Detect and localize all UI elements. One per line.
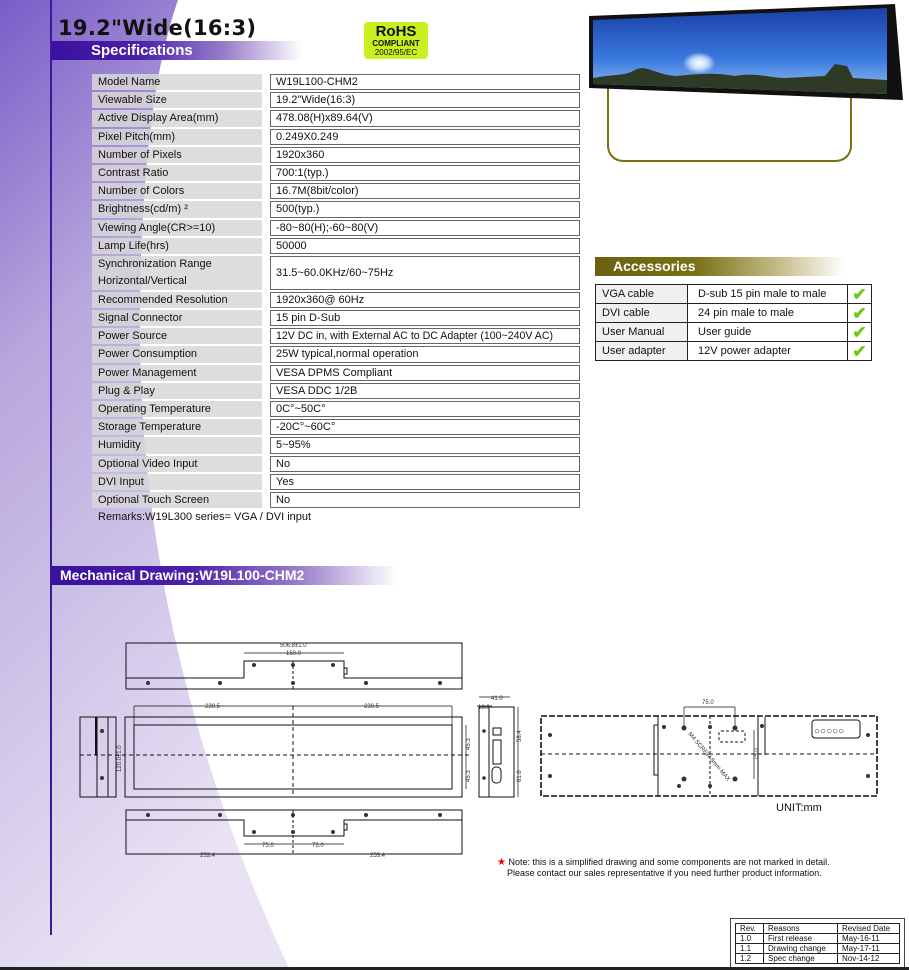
spec-value: 31.5~60.0KHz/60~75Hz xyxy=(270,256,580,290)
spec-label: Pixel Pitch(mm) xyxy=(92,129,262,145)
spec-label: Lamp Life(hrs) xyxy=(92,238,262,254)
accessory-name: User adapter xyxy=(596,342,688,361)
revision-number: 1.2 xyxy=(736,954,764,964)
spec-label: Viewing Angle(CR>=10) xyxy=(92,220,262,236)
spec-label: DVI Input xyxy=(92,474,262,490)
accessory-row xyxy=(596,342,872,361)
spec-value: 1920x360 xyxy=(270,147,580,163)
spec-label: Brightness(cd/m) ² xyxy=(92,201,262,217)
spec-value: 0.249X0.249 xyxy=(270,129,580,145)
rohs-directive: 2002/95/EC xyxy=(374,48,418,57)
dim-height: 120.0±1.0 xyxy=(117,745,123,772)
revision-header: Reasons xyxy=(764,924,838,934)
revision-date: May-16-11 xyxy=(838,934,900,944)
spec-label: Model Name xyxy=(92,74,262,90)
spec-label: Signal Connector xyxy=(92,310,262,326)
accessories-table xyxy=(595,284,872,361)
revision-reason: Spec change xyxy=(764,954,838,964)
spec-value: 25W typical,normal operation xyxy=(270,346,580,362)
dim-half-left: 239.5 xyxy=(205,704,221,710)
spec-label: Storage Temperature xyxy=(92,419,262,435)
revision-header-row xyxy=(736,924,900,934)
spec-label: Recommended Resolution xyxy=(92,292,262,308)
spec-value: 19.2"Wide(16:3) xyxy=(270,92,580,108)
checkmark-icon: ✔ xyxy=(852,284,867,304)
spec-value: No xyxy=(270,456,580,472)
spec-value: 478.08(H)x89.64(V) xyxy=(270,110,580,126)
dim-half-right: 239.5 xyxy=(364,704,380,710)
checkmark-icon: ✔ xyxy=(852,303,867,323)
spec-value: 500(typ.) xyxy=(270,201,580,217)
spec-value: 1920x360@ 60Hz xyxy=(270,292,580,308)
spec-label: Active Display Area(mm) xyxy=(92,110,262,126)
drawing-note xyxy=(497,857,830,878)
dim-bottom-step-left: 75.0 xyxy=(262,843,274,849)
accessory-name: VGA cable xyxy=(596,285,688,304)
dim-vesa-h: 75.0 xyxy=(702,700,714,706)
note-line-2: Please contact our sales representative if you need further product information. xyxy=(507,868,822,878)
revision-reason: Drawing change xyxy=(764,944,838,954)
accessory-desc: 12V power adapter xyxy=(688,342,848,361)
spec-label: Plug & Play xyxy=(92,383,262,399)
spec-label: Humidity xyxy=(92,437,262,453)
accessory-row xyxy=(596,304,872,323)
dim-vesa-v: 75.0 xyxy=(754,748,760,760)
screw-note: M4 SCREW 8mm MAX xyxy=(686,731,731,783)
accessory-desc: D-sub 15 pin male to male xyxy=(688,285,848,304)
dim-bottom-step-right: 75.0 xyxy=(312,843,324,849)
spec-label xyxy=(92,256,262,290)
spec-value: No xyxy=(270,492,580,508)
revision-row xyxy=(736,934,900,944)
spec-value: 700:1(typ.) xyxy=(270,165,580,181)
spec-value: W19L100-CHM2 xyxy=(270,74,580,90)
accessory-row xyxy=(596,323,872,342)
star-icon: ★ xyxy=(497,857,506,868)
revision-date: May-17-11 xyxy=(838,944,900,954)
spec-value: 15 pin D-Sub xyxy=(270,310,580,326)
rohs-compliant: COMPLIANT xyxy=(372,39,420,48)
spec-label: Contrast Ratio xyxy=(92,165,262,181)
io-ports-icon: ○○○○○ xyxy=(814,726,845,737)
dim-half-h-bottom: 45.3 xyxy=(466,770,472,782)
spec-label: Optional Touch Screen xyxy=(92,492,262,508)
rohs-title: RoHS xyxy=(375,23,417,40)
accessories-header: Accessories xyxy=(595,257,845,276)
spec-label-line2: Horizontal/Vertical xyxy=(98,274,187,287)
spec-label-line1: Synchronization Range xyxy=(98,257,212,270)
revision-date: Nov-14-12 xyxy=(838,954,900,964)
spec-label: Optional Video Input xyxy=(92,456,262,472)
note-line-1: Note: this is a simplified drawing and some components are not marked in detail. xyxy=(508,857,830,867)
revision-reason: First release xyxy=(764,934,838,944)
revision-table xyxy=(735,923,900,964)
product-photo xyxy=(585,4,905,100)
checkmark-icon: ✔ xyxy=(852,322,867,342)
spec-label: Power Management xyxy=(92,365,262,381)
spec-label: Number of Colors xyxy=(92,183,262,199)
rohs-badge xyxy=(364,22,428,59)
mechanical-drawing-header: Mechanical Drawing:W19L100-CHM2 xyxy=(52,566,397,585)
page-title: 19.2"Wide(16:3) xyxy=(58,16,257,40)
accessory-desc: User guide xyxy=(688,323,848,342)
revision-box xyxy=(730,918,905,968)
left-margin-rule xyxy=(50,0,52,935)
spec-value: 12V DC in, with External AC to DC Adapter (100~240V AC) xyxy=(270,328,580,344)
spec-value: -20C°~60C° xyxy=(270,419,580,435)
dim-bottom-half-right: 253.4 xyxy=(370,853,386,859)
checkmark-icon: ✔ xyxy=(852,341,867,361)
remarks-text: Remarks:W19L300 series= VGA / DVI input xyxy=(98,511,312,523)
spec-value: 50000 xyxy=(270,238,580,254)
dim-half-h-top: 45.3 xyxy=(466,738,472,750)
spec-value: 0C°~50C° xyxy=(270,401,580,417)
spec-value: VESA DPMS Compliant xyxy=(270,365,580,381)
accessory-name: DVI cable xyxy=(596,304,688,323)
accessory-name: User Manual xyxy=(596,323,688,342)
dim-depth-inner: 18.0 xyxy=(478,705,490,711)
revision-header: Revised Date xyxy=(838,924,900,934)
dim-top-step: 150.0 xyxy=(286,651,302,657)
spec-label: Number of Pixels xyxy=(92,147,262,163)
spec-label: Power Source xyxy=(92,328,262,344)
accessory-row xyxy=(596,285,872,304)
dim-bottom-half-left: 253.4 xyxy=(200,853,216,859)
unit-label: UNIT:mm xyxy=(776,802,822,814)
spec-value: -80~80(H);-60~80(V) xyxy=(270,220,580,236)
spec-value: 5~95% xyxy=(270,437,580,453)
revision-number: 1.1 xyxy=(736,944,764,954)
spec-label: Operating Temperature xyxy=(92,401,262,417)
revision-number: 1.0 xyxy=(736,934,764,944)
revision-row xyxy=(736,954,900,964)
spec-value: VESA DDC 1/2B xyxy=(270,383,580,399)
revision-header: Rev. xyxy=(736,924,764,934)
spec-label: Power Consumption xyxy=(92,346,262,362)
dim-total-width: 506.8±1.0 xyxy=(280,643,307,649)
spec-value: 16.7M(8bit/color) xyxy=(270,183,580,199)
dim-side-top: 58.4 xyxy=(517,730,523,742)
dim-depth: 41.0 xyxy=(491,696,503,702)
spec-value: Yes xyxy=(270,474,580,490)
spec-label: Viewable Size xyxy=(92,92,262,108)
accessory-desc: 24 pin male to male xyxy=(688,304,848,323)
revision-row xyxy=(736,944,900,954)
dim-side-bottom: 61.6 xyxy=(517,770,523,782)
specifications-header: Specifications xyxy=(52,41,302,60)
